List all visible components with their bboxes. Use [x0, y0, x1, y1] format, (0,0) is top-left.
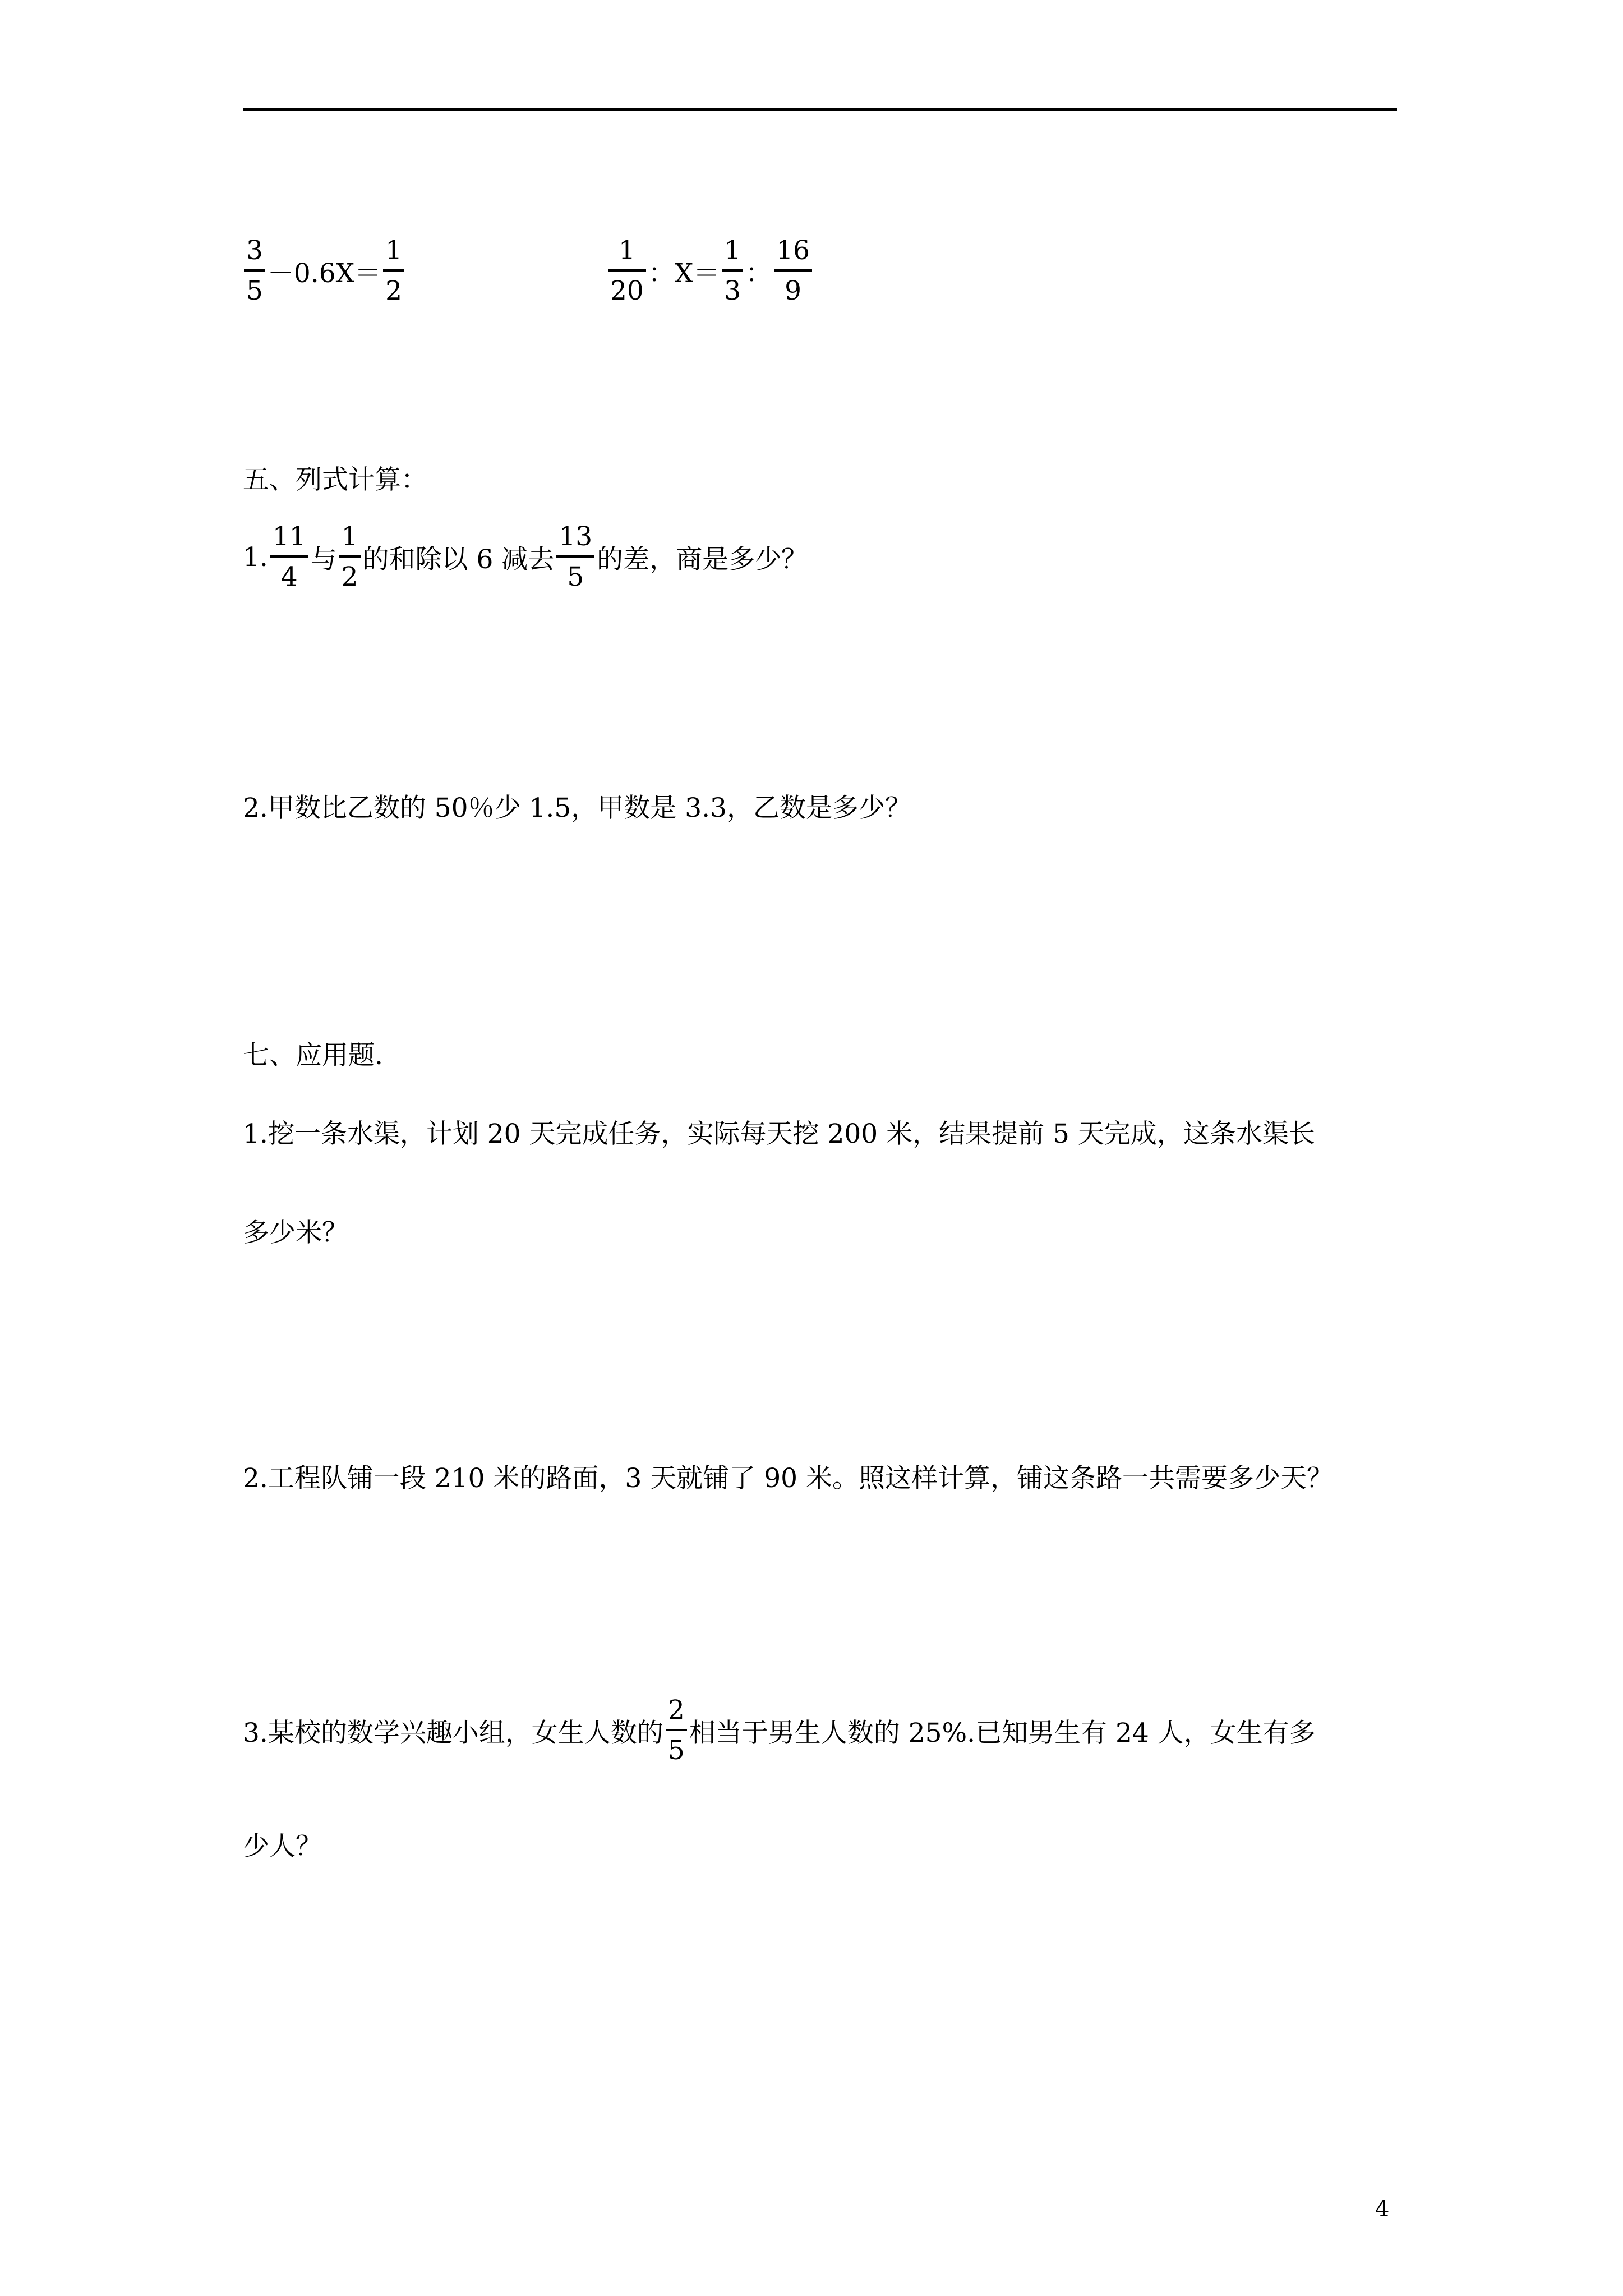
header-rule	[243, 108, 1397, 111]
question-5-1	[243, 522, 808, 592]
question-7-3-line-1	[243, 1695, 1316, 1766]
numerator: 1	[383, 236, 404, 272]
question-text: 的和除以 6 减去	[362, 544, 555, 575]
fraction	[270, 522, 308, 592]
page-number: 4	[1375, 2196, 1390, 2222]
fraction	[608, 236, 646, 306]
denominator: 20	[610, 275, 644, 307]
fraction	[383, 236, 404, 306]
fraction	[666, 1695, 687, 1766]
numerator: 3	[244, 236, 265, 272]
question-text: 的差，商是多少？	[597, 544, 808, 575]
denominator: 5	[567, 562, 584, 593]
question-5-2: 2.甲数比乙数的 50％少 1.5，甲数是 3.3，乙数是多少？	[243, 793, 911, 823]
numerator: 2	[666, 1695, 687, 1731]
denominator: 2	[385, 275, 403, 307]
equation-text: ：	[745, 257, 772, 289]
denominator: 9	[785, 275, 802, 307]
fraction	[774, 236, 812, 306]
denominator: 2	[341, 562, 358, 593]
fraction	[722, 236, 743, 306]
denominator: 3	[724, 275, 741, 307]
denominator: 4	[280, 562, 298, 593]
question-text: 与	[310, 544, 337, 575]
equation-2	[606, 236, 814, 306]
numerator: 13	[556, 522, 594, 558]
fraction	[556, 522, 594, 592]
question-number: 1.	[243, 541, 268, 573]
question-7-3-line-2: 少人？	[243, 1831, 322, 1862]
fraction	[244, 236, 265, 306]
numerator: 1	[608, 236, 646, 272]
denominator: 5	[246, 275, 263, 307]
equation-text: －0.6X＝	[267, 257, 381, 289]
numerator: 16	[774, 236, 812, 272]
numerator: 1	[339, 522, 361, 558]
section-heading: 五、列式计算：	[243, 464, 427, 495]
numerator: 1	[722, 236, 743, 272]
fraction	[339, 522, 361, 592]
question-text: 3.某校的数学兴趣小组，女生人数的	[243, 1717, 663, 1749]
section-heading: 七、应用题.	[243, 1040, 383, 1071]
question-7-1-line-1: 1.挖一条水渠，计划 20 天完成任务，实际每天挖 200 米，结果提前 5 天完成，这条水渠长	[243, 1119, 1315, 1149]
equation-1	[242, 236, 407, 306]
equation-text: ：X＝	[648, 257, 720, 289]
question-7-1-line-2: 多少米？	[243, 1217, 348, 1248]
denominator: 5	[667, 1735, 685, 1766]
numerator: 11	[270, 522, 308, 558]
question-text: 相当于男生人数的 25%.已知男生有 24 人，女生有多	[689, 1717, 1316, 1749]
question-7-2: 2.工程队铺一段 210 米的路面，3 天就铺了 90 米。照这样计算，铺这条路一共需要多少天？	[243, 1463, 1333, 1494]
